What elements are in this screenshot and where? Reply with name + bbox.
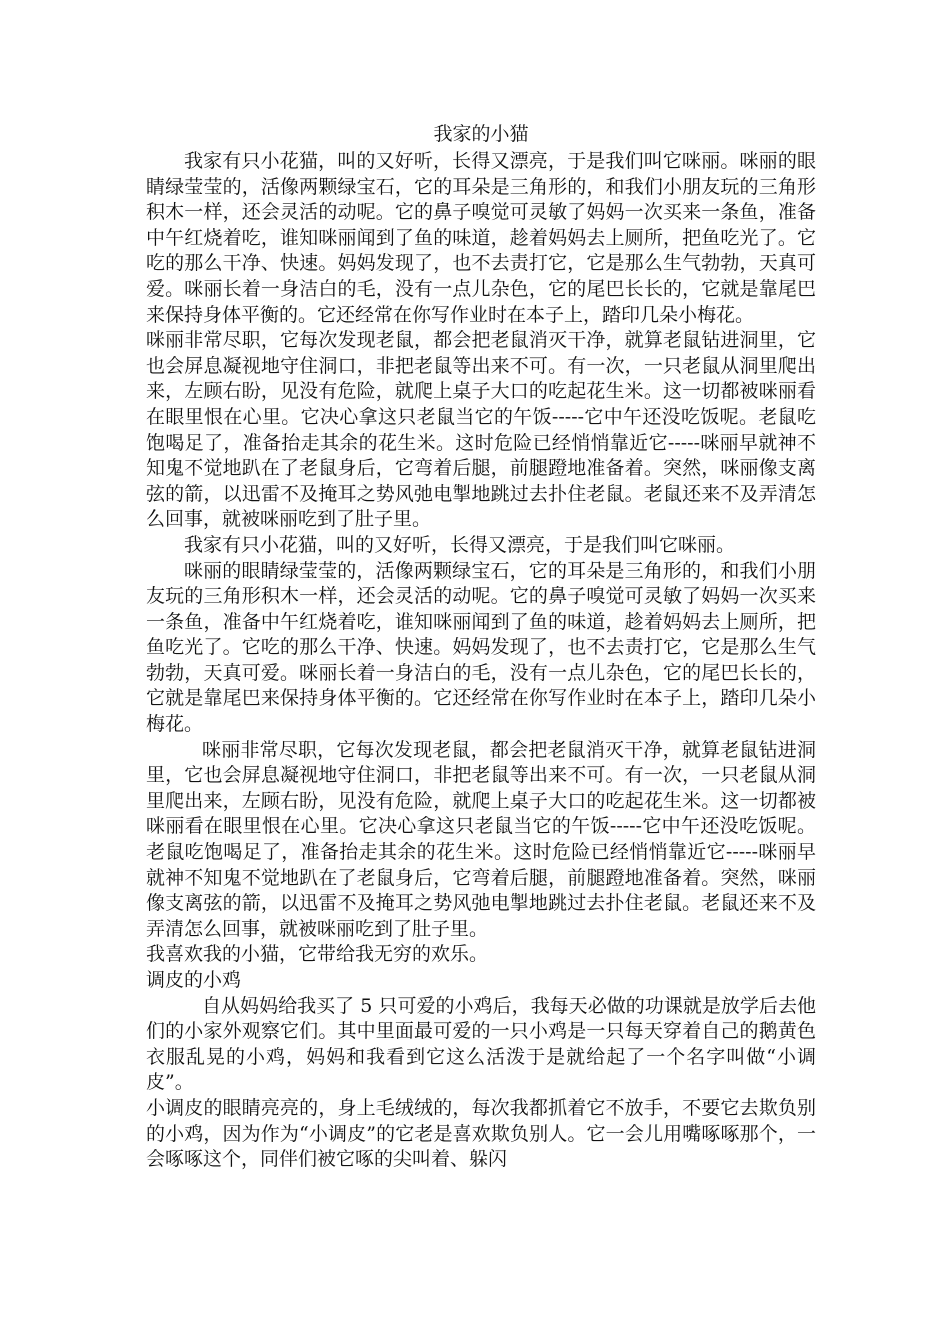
document-title: 我家的小猫 bbox=[433, 123, 529, 145]
section-heading: 调皮的小鸡 bbox=[146, 969, 242, 991]
paragraph-1: 我家有只小花猫，叫的又好听，长得又漂亮，于是我们叫它咪丽。咪丽的眼睛绿莹莹的，活像两颗绿宝石，它的耳朵是三角形的，和我们小朋友玩的三角形积木一样，还会灵活的动呢。它的鼻子嗅觉可灵敏了妈妈一次买来一条鱼，准备中午红烧着吃，谁知咪丽闻到了鱼的味道，趁着妈妈去上厕所，把鱼吃光了。它吃的那么干净、快速。妈妈发现了，也不去责打它，它是那么生气勃勃，天真可爱。咪丽长着一身洁白的毛，没有一点儿杂色，它的尾巴长长的，它就是靠尾巴来保持身体平衡的。它还经常在你写作业时在本子上，踏印几朵小梅花。 bbox=[146, 150, 816, 326]
paragraph-7: 小调皮的眼睛亮亮的，身上毛绒绒的，每次我都抓着它不放手，不要它去欺负别的小鸡，因为作为“小调皮”的它老是喜欢欺负别人。它一会儿用嘴啄啄那个，一会啄啄这个，同伴们被它啄的尖叫着、躲闪 bbox=[146, 1096, 816, 1171]
paragraph-2: 咪丽非常尽职，它每次发现老鼠，都会把老鼠消灭干净，就算老鼠钻进洞里，它也会屏息凝视地守住洞口，非把老鼠等出来不可。有一次，一只老鼠从洞里爬出来，左顾右盼，见没有危险，就爬上桌子大口的吃起花生米。这一切都被咪丽看在眼里恨在心里。它决心拿这只老鼠当它的午饭-----它中午还没吃饭呢。老鼠吃饱喝足了，准备抬走其余的花生米。这时危险已经悄悄靠近它-----咪丽早就神不知鬼不觉地趴在了老鼠身后，它弯着后腿，前腿蹬地准备着。突然，咪丽像支离弦的箭，以迅雷不及掩耳之势风弛电掣地跳过去扑住老鼠。老鼠还来不及弄清怎么回事，就被咪丽吃到了肚子里。 bbox=[146, 329, 816, 531]
closing-line: 我喜欢我的小猫，它带给我无穷的欢乐。 bbox=[146, 943, 489, 966]
paragraph-4: 咪丽的眼睛绿莹莹的，活像两颗绿宝石，它的耳朵是三角形的，和我们小朋友玩的三角形积木一样，还会灵活的动呢。它的鼻子嗅觉可灵敏了妈妈一次买来一条鱼，准备中午红烧着吃，谁知咪丽闻到了鱼的味道，趁着妈妈去上厕所，把鱼吃光了。它吃的那么干净、快速。妈妈发现了，也不去责打它，它是那么生气勃勃，天真可爱。咪丽长着一身洁白的毛，没有一点儿杂色，它的尾巴长长的，它就是靠尾巴来保持身体平衡的。它还经常在你写作业时在本子上，踏印几朵小梅花。 bbox=[146, 559, 816, 736]
document-body bbox=[146, 119, 816, 1173]
paragraph-3: 我家有只小花猫，叫的又好听，长得又漂亮，于是我们叫它咪丽。 bbox=[184, 533, 736, 556]
paragraph-6: 自从妈妈给我买了 5 只可爱的小鸡后，我每天必做的功课就是放学后去他们的小家外观察它们。其中里面最可爱的一只小鸡是一只每天穿着自己的鹅黄色衣服乱晃的小鸡，妈妈和我看到它这么活泼于是就给起了一个名字叫做“小调皮”。 bbox=[146, 994, 816, 1094]
paragraph-5: 咪丽非常尽职，它每次发现老鼠，都会把老鼠消灭干净，就算老鼠钻进洞里，它也会屏息凝视地守住洞口，非把老鼠等出来不可。有一次，一只老鼠从洞里爬出来，左顾右盼，见没有危险，就爬上桌子大口的吃起花生米。这一切都被咪丽看在眼里恨在心里。它决心拿这只老鼠当它的午饭-----它中午还没吃饭呢。老鼠吃饱喝足了，准备抬走其余的花生米。这时危险已经悄悄靠近它-----咪丽早就神不知鬼不觉地趴在了老鼠身后，它弯着后腿，前腿蹬地准备着。突然，咪丽像支离弦的箭，以迅雷不及掩耳之势风弛电掣地跳过去扑住老鼠。老鼠还来不及弄清怎么回事，就被咪丽吃到了肚子里。 bbox=[146, 738, 816, 940]
